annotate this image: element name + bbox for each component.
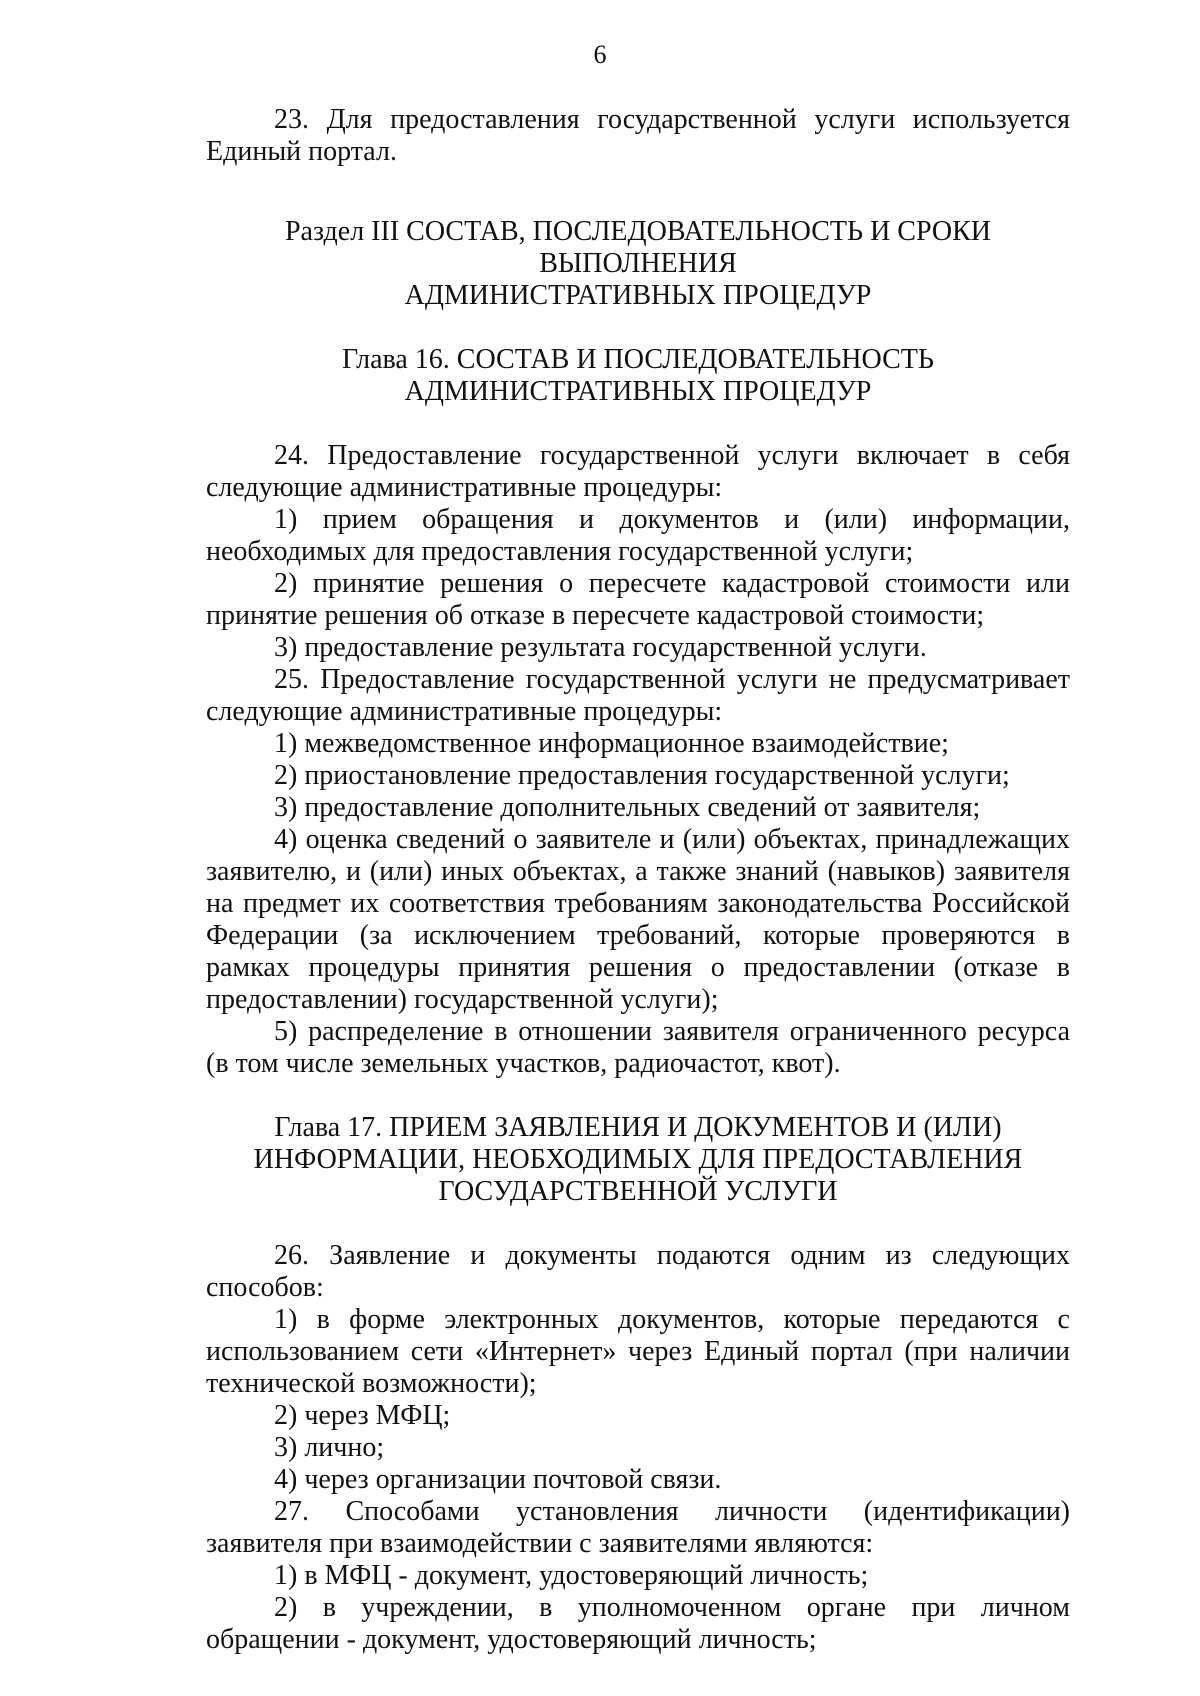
- paragraph: 4) оценка сведений о заявителе и (или) объектах, принадлежащих заявителю, и (или) иных объектах, а также знаний (навыков) заявителя на предмет их соответствия требованиям законодательства Российской Федерации (за исключением требований, которые проверяются в рамках процедуры принятия решения о предоставлении (отказе в предоставлении) государственной услуги);: [206, 824, 1070, 1015]
- paragraph: 2) через МФЦ;: [274, 1400, 451, 1431]
- heading-line: Глава 16. СОСТАВ И ПОСЛЕДОВАТЕЛЬНОСТЬ: [342, 344, 934, 375]
- paragraph: 5) распределение в отношении заявителя ограниченного ресурса (в том числе земельных участков, радиочастот, квот).: [206, 1016, 1070, 1079]
- heading-line: Раздел III СОСТАВ, ПОСЛЕДОВАТЕЛЬНОСТЬ И СРОКИ ВЫПОЛНЕНИЯ: [284, 216, 991, 279]
- paragraph: 1) в МФЦ - документ, удостоверяющий личность;: [274, 1560, 869, 1591]
- heading-line: АДМИНИСТРАТИВНЫХ ПРОЦЕДУР: [404, 280, 872, 311]
- paragraph: 2) приостановление предоставления государственной услуги;: [274, 760, 1010, 791]
- paragraph: 26. Заявление и документы подаются одним из следующих способов:: [206, 1240, 1070, 1303]
- paragraph: 1) в форме электронных документов, которые передаются с использованием сети «Интернет» через Единый портал (при наличии технической возможности);: [206, 1304, 1070, 1399]
- paragraph: 27. Способами установления личности (идентификации) заявителя при взаимодействии с заявителями являются:: [206, 1496, 1070, 1559]
- section-heading: [206, 216, 1070, 312]
- paragraph: 3) предоставление дополнительных сведений от заявителя;: [274, 792, 981, 823]
- paragraph: 23. Для предоставления государственной услуги используется Единый портал.: [206, 104, 1070, 167]
- paragraph: 3) лично;: [274, 1432, 385, 1463]
- paragraph: 3) предоставление результата государственной услуги.: [274, 632, 927, 663]
- paragraph: 24. Предоставление государственной услуги включает в себя следующие административные процедуры:: [206, 440, 1070, 503]
- heading-line: АДМИНИСТРАТИВНЫХ ПРОЦЕДУР: [404, 376, 872, 407]
- paragraph: 1) прием обращения и документов и (или) информации, необходимых для предоставления государственной услуги;: [206, 504, 1070, 567]
- chapter-heading: [206, 344, 1070, 408]
- heading-line: Глава 17. ПРИЕМ ЗАЯВЛЕНИЯ И ДОКУМЕНТОВ И (ИЛИ): [274, 1112, 1002, 1143]
- heading-line: ИНФОРМАЦИИ, НЕОБХОДИМЫХ ДЛЯ ПРЕДОСТАВЛЕНИЯ: [253, 1144, 1023, 1175]
- document-body: [206, 0, 1070, 1656]
- heading-line: ГОСУДАРСТВЕННОЙ УСЛУГИ: [438, 1176, 838, 1207]
- paragraph: 2) в учреждении, в уполномоченном органе при личном обращении - документ, удостоверяющий личность;: [206, 1592, 1070, 1655]
- paragraph: 1) межведомственное информационное взаимодействие;: [274, 728, 949, 759]
- paragraph: 2) принятие решения о пересчете кадастровой стоимости или принятие решения об отказе в пересчете кадастровой стоимости;: [206, 568, 1070, 631]
- paragraph: 4) через организации почтовой связи.: [274, 1464, 722, 1495]
- chapter-heading: [206, 1112, 1070, 1208]
- paragraph: 25. Предоставление государственной услуги не предусматривает следующие административные процедуры:: [206, 664, 1070, 727]
- page-number: 6: [593, 40, 607, 69]
